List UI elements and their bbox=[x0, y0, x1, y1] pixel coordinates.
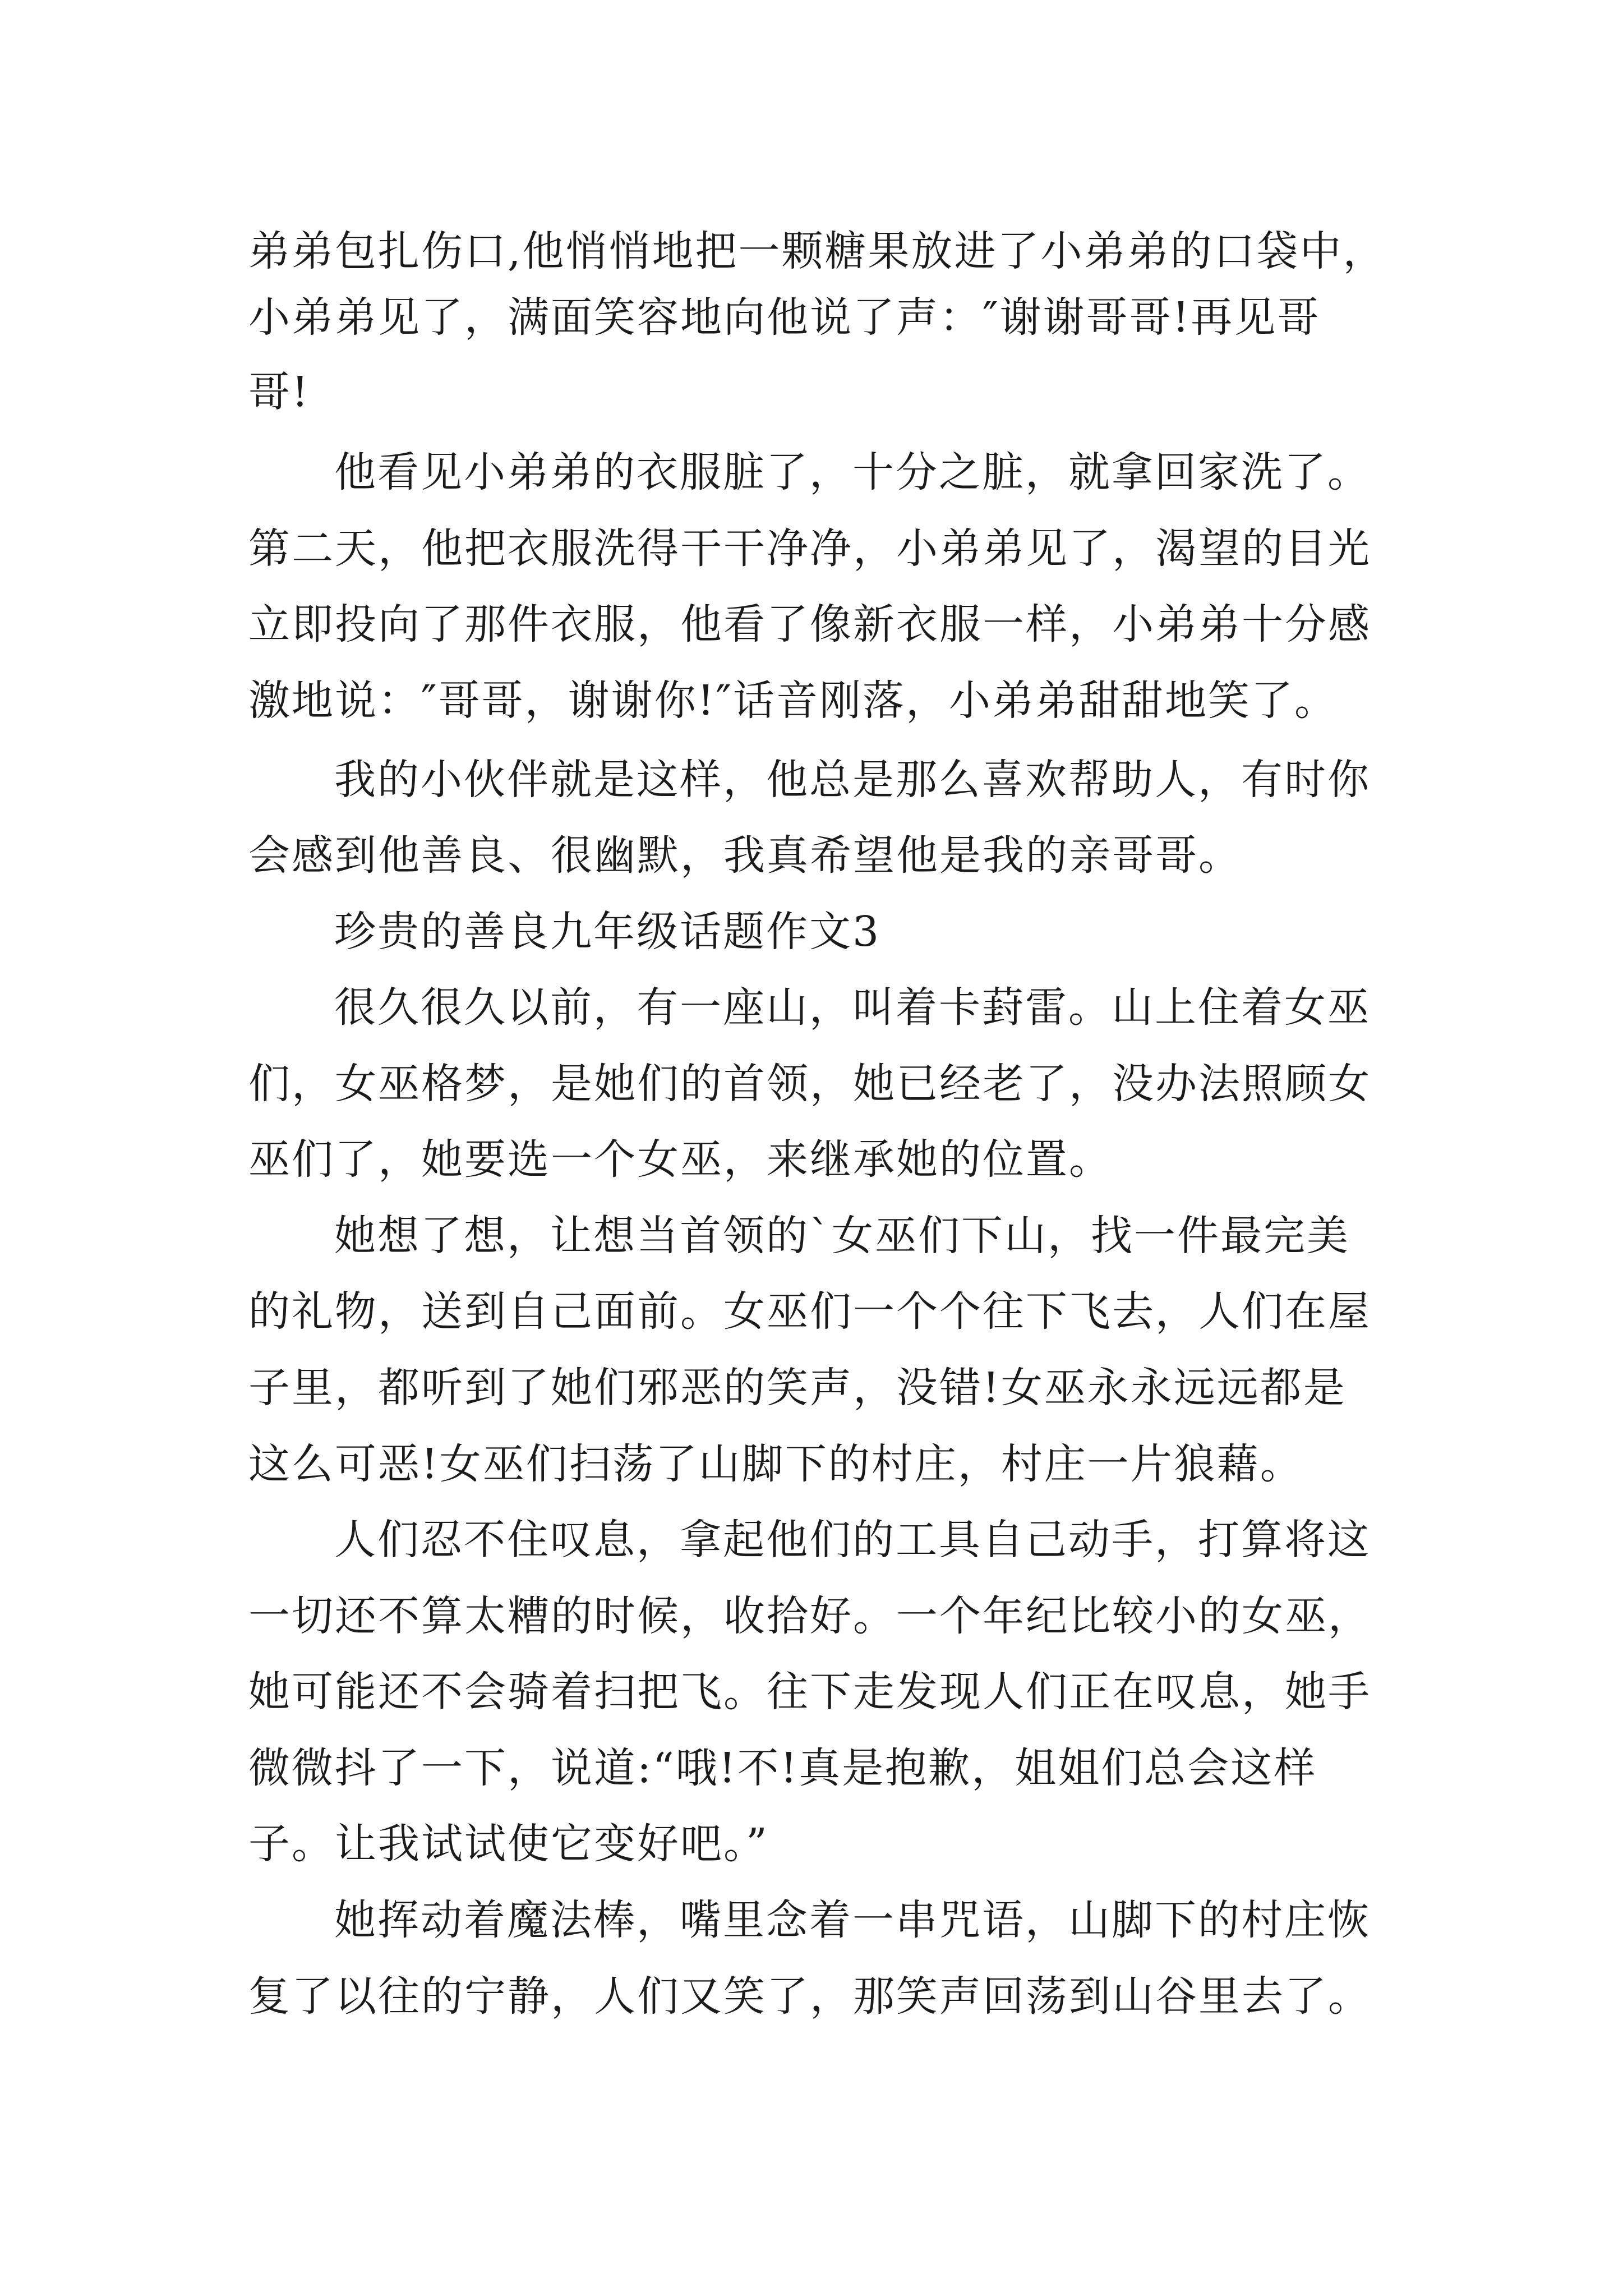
text-line: 立即投向了那件衣服，他看了像新衣服一样，小弟弟十分感 bbox=[248, 600, 1371, 648]
text-line: 第二天，他把衣服洗得干干净净，小弟弟见了，渴望的目光 bbox=[248, 524, 1371, 573]
text-line: 这么可恶!女巫们扫荡了山脚下的村庄，村庄一片狼藉。 bbox=[248, 1440, 1303, 1488]
text-line: 的礼物，送到自己面前。女巫们一个个往下飞去，人们在屋 bbox=[248, 1287, 1371, 1336]
text-line: 她想了想，让想当首领的`女巫们下山，找一件最完美 bbox=[334, 1212, 1350, 1260]
text-line: 复了以往的宁静，人们又笑了，那笑声回荡到山谷里去了。 bbox=[248, 1972, 1371, 2021]
text-line: 她挥动着魔法棒，嘴里念着一串咒语，山脚下的村庄恢 bbox=[334, 1896, 1371, 1944]
text-line: 很久很久以前，有一座山，叫着卡葑雷。山上住着女巫 bbox=[334, 983, 1371, 1032]
text-line: 她可能还不会骑着扫把飞。往下走发现人们正在叹息，她手 bbox=[248, 1668, 1371, 1716]
text-line: 们，女巫格梦，是她们的首领，她已经老了，没办法照顾女 bbox=[248, 1060, 1371, 1108]
text-line: 人们忍不住叹息，拿起他们的工具自己动手，打算将这 bbox=[334, 1516, 1371, 1564]
text-line: 会感到他善良、很幽默，我真希望他是我的亲哥哥。 bbox=[248, 831, 1242, 880]
text-line: 一切还不算太糟的时候，收拾好。一个年纪比较小的女巫， bbox=[248, 1592, 1371, 1640]
text-line: 微微抖了一下，说道:“哦!不!真是抱歉，姐姐们总会这样 bbox=[248, 1744, 1317, 1792]
text-line: 子里，都听到了她们邪恶的笑声，没错!女巫永永远远都是 bbox=[248, 1364, 1347, 1412]
section-heading: 珍贵的善良九年级话题作文3 bbox=[334, 908, 881, 956]
text-line: 我的小伙伴就是这样，他总是那么喜欢帮助人，有时你 bbox=[334, 756, 1371, 804]
text-line: 弟弟包扎伤口,他悄悄地把一颗糖果放进了小弟弟的口袋中， bbox=[248, 227, 1386, 275]
text-line: 小弟弟见了，满面笑容地向他说了声：″谢谢哥哥!再见哥 bbox=[248, 293, 1321, 342]
text-line: 巫们了，她要选一个女巫，来继承她的位置。 bbox=[248, 1135, 1112, 1184]
text-line: 他看见小弟弟的衣服脏了，十分之脏，就拿回家洗了。 bbox=[334, 448, 1371, 496]
text-line: 子。让我试试使它变好吧。” bbox=[248, 1820, 769, 1868]
text-line: 哥! bbox=[248, 368, 310, 416]
text-line: 激地说：″哥哥，谢谢你!″话音刚落，小弟弟甜甜地笑了。 bbox=[248, 677, 1338, 725]
